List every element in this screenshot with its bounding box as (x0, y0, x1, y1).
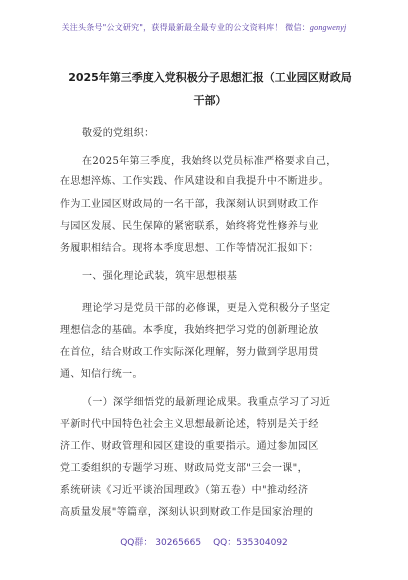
body-line: 理想信念的基础。本季度，我始终把学习党的创新理论放 (60, 325, 319, 336)
document-title-line-1: 2025年第三季度入党积极分子思想汇报（工业园区财政局 (68, 71, 352, 84)
body-line: 系统研读《习近平谈治国理政》（第五卷）中"推动经济 (60, 485, 309, 496)
document-title-line-2: 干部） (193, 94, 227, 107)
body-line: 党工委组织的专题学习班、财政局党支部"三会一课"， (60, 463, 308, 474)
footer-contact (0, 535, 408, 548)
body-line: 理论学习是党员干部的必修课，更是入党积极分子坚定 (82, 303, 331, 314)
body-line: 平新时代中国特色社会主义思想最新论述，特别是关于经 (60, 419, 319, 430)
banner-wechat-handle: gongwenyj (309, 23, 347, 32)
body-line: 在2025年第三季度，我始终以党员标准严格要求自己， (82, 156, 337, 167)
banner-text: 关注头条号"公文研究"，获得最新最全最专业的公文资料库！ 微信： (61, 23, 310, 32)
section-heading: 一、强化理论武装，筑牢思想根基 (82, 271, 238, 282)
footer-qq-group: QQ群： 30265665 (120, 538, 202, 548)
body-line: 济工作、财政管理和园区建设的重要指示。通过参加园区 (60, 441, 319, 452)
body-line: 高质量发展"等篇章，深刻认识到财政工作是国家治理的 (60, 507, 314, 518)
body-line: 作为工业园区财政局的一名干部，我深刻认识到财政工作 (60, 199, 319, 210)
footer-qq: QQ：535304092 (213, 538, 288, 548)
salutation: 敬爱的党组织： (82, 128, 155, 139)
body-line: 通、知信行统一。 (60, 369, 143, 380)
header-banner (0, 22, 408, 33)
body-line: 与园区发展、民生保障的紧密联系，始终将党性修养与业 (60, 221, 319, 232)
body-line: 在首位，结合财政工作实际深化理解，努力做到学思用贯 (60, 347, 319, 358)
body-line: 在思想淬炼、工作实践、作风建设和自我提升中不断进步。 (60, 176, 330, 187)
body-line: （一）深学细悟党的最新理论成果。我重点学习了习近 (82, 397, 331, 408)
body-line: 务履职相结合。现将本季度思想、工作等情况汇报如下： (60, 243, 319, 254)
